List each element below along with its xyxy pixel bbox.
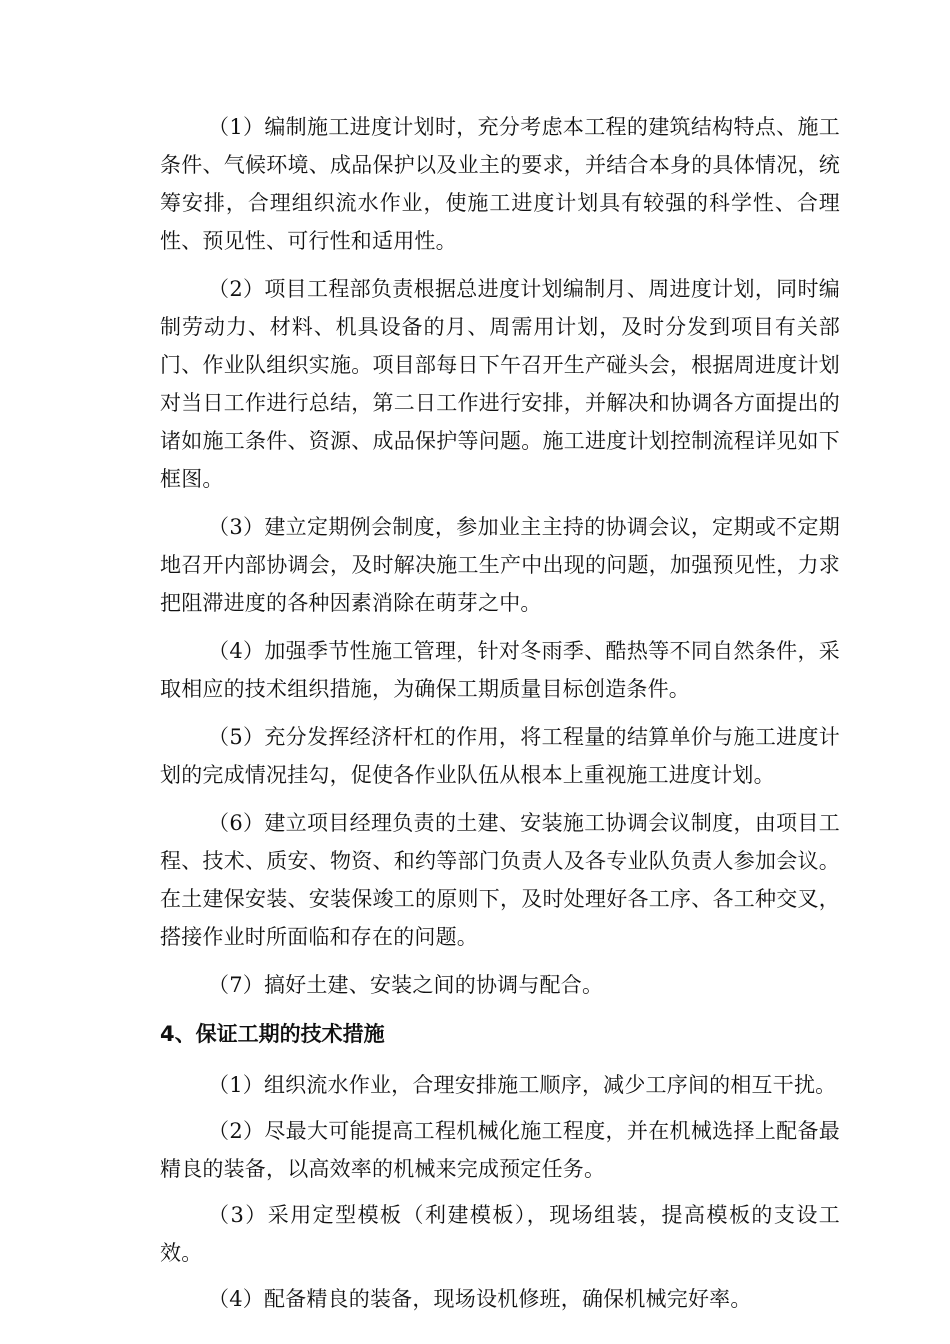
paragraph: （5）充分发挥经济杆杠的作用，将工程量的结算单价与施工进度计划的完成情况挂勾，促使各作业队伍从根本上重视施工进度计划。: [160, 725, 840, 787]
section-heading: 4、保证工期的技术措施: [160, 1022, 385, 1046]
section-3-measures: [160, 108, 840, 1004]
section-4-technical-measures: [160, 1066, 840, 1318]
paragraph: （4）配备精良的装备，现场设机修班，确保机械完好率。: [208, 1287, 752, 1311]
document-body: [160, 108, 840, 1326]
paragraph: （4）加强季节性施工管理，针对冬雨季、酷热等不同自然条件，采取相应的技术组织措施，为确保工期质量目标创造条件。: [160, 639, 840, 701]
paragraph: （1）编制施工进度计划时，充分考虑本工程的建筑结构特点、施工条件、气候环境、成品保护以及业主的要求，并结合本身的具体情况，统筹安排，合理组织流水作业，使施工进度计划具有较强的科学性、合理性、预见性、可行性和适用性。: [160, 115, 840, 253]
paragraph: （6）建立项目经理负责的土建、安装施工协调会议制度，由项目工程、技术、质安、物资、和约等部门负责人及各专业队负责人参加会议。在土建保安装、安装保竣工的原则下，及时处理好各工序、各工种交叉，搭接作业时所面临和存在的问题。: [160, 811, 840, 949]
paragraph: （1）组织流水作业，合理安排施工顺序，减少工序间的相互干扰。: [208, 1073, 837, 1097]
paragraph: （3）建立定期例会制度，参加业主主持的协调会议，定期或不定期地召开内部协调会，及时解决施工生产中出现的问题，加强预见性，力求把阻滞进度的各种因素消除在萌芽之中。: [160, 515, 840, 615]
paragraph: （2）尽最大可能提高工程机械化施工程度，并在机械选择上配备最精良的装备，以高效率的机械来完成预定任务。: [160, 1119, 840, 1181]
paragraph: （3）采用定型模板（利建模板），现场组装，提高模板的支设工效。: [160, 1203, 840, 1265]
paragraph: （7）搞好土建、安装之间的协调与配合。: [208, 973, 604, 997]
paragraph: （2）项目工程部负责根据总进度计划编制月、周进度计划，同时编制劳动力、材料、机具设备的月、周需用计划，及时分发到项目有关部门、作业队组织实施。项目部每日下午召开生产碰头会，根据周进度计划对当日工作进行总结，第二日工作进行安排，并解决和协调各方面提出的诸如施工条件、资源、成品保护等问题。施工进度计划控制流程详见如下框图。: [160, 277, 840, 491]
